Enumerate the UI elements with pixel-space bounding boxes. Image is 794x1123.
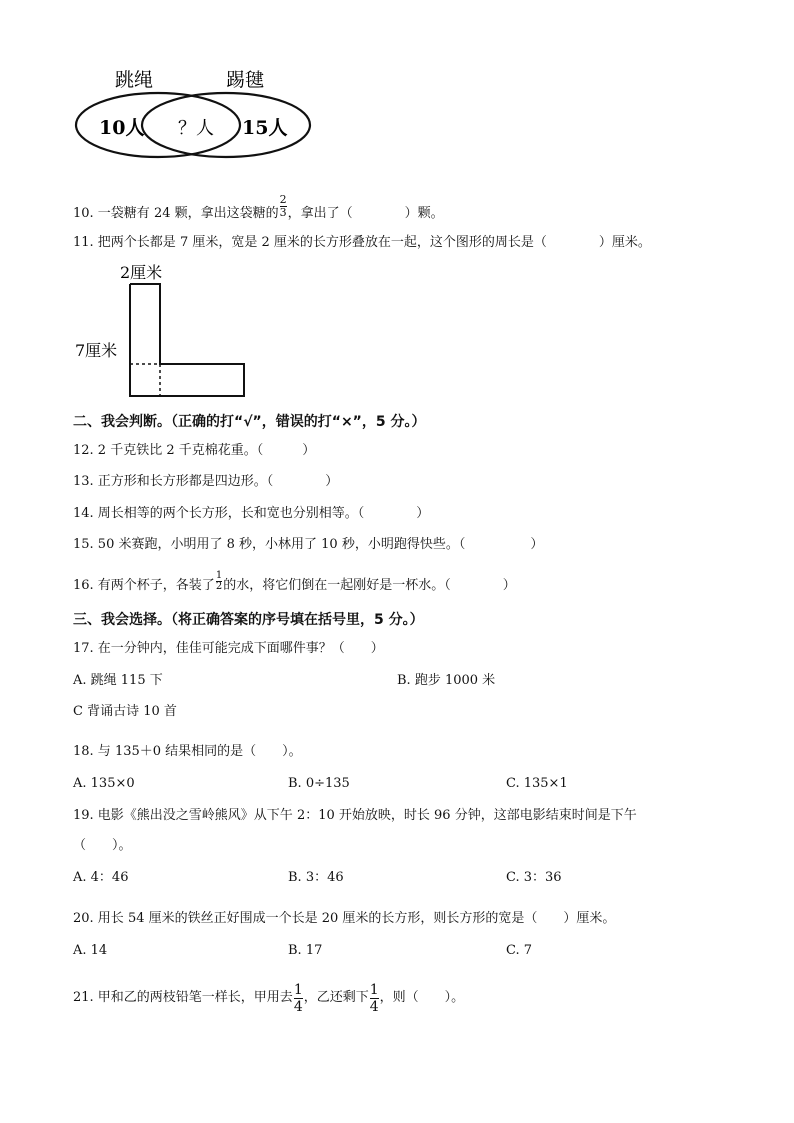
question-18-option-c: C. 135×1 — [506, 776, 568, 791]
venn-right-value: 15人 — [242, 117, 288, 139]
fraction-numerator: 2 — [279, 192, 287, 206]
question-17-stem: 17. 在一分钟内，佳佳可能完成下面哪件事？（ ） — [73, 641, 384, 656]
question-17-option-a: A. 跳绳 115 下 — [73, 673, 163, 688]
question-11: 11. 把两个长都是 7 厘米，宽是 2 厘米的长方形叠放在一起，这个图形的周长是（ ）厘米。 — [73, 235, 651, 250]
section-2-title: 二、我会判断。（正确的打“√”，错误的打“×”，5 分。） — [73, 414, 426, 430]
venn-middle-value: ？人 — [178, 118, 214, 139]
overlapping-rectangles-figure — [72, 258, 252, 400]
fraction-one-quarter-first — [294, 982, 303, 1015]
question-21-suffix: ，则（ ）。 — [379, 990, 465, 1005]
question-16-suffix: 的水，将它们倒在一起刚好是一杯水。（ ） — [223, 578, 516, 593]
question-18-option-b: B. 0÷135 — [288, 776, 350, 791]
question-20-stem: 20. 用长 54 厘米的铁丝正好围成一个长是 20 厘米的长方形，则长方形的宽是（ ）厘米。 — [73, 911, 616, 926]
question-13: 13. 正方形和长方形都是四边形。（ ） — [73, 474, 339, 489]
fraction-denominator: 4 — [369, 998, 379, 1015]
question-10-suffix: ，拿出了（ ）颗。 — [287, 206, 444, 221]
fraction-numerator: 1 — [369, 981, 379, 998]
question-20-option-b: B. 17 — [288, 943, 323, 958]
venn-left-label: 跳绳 — [115, 69, 154, 91]
question-20-option-c: C. 7 — [506, 943, 533, 958]
fraction-numerator: 1 — [215, 569, 223, 581]
question-19-option-c: C. 3：36 — [506, 870, 562, 885]
fraction-numerator: 1 — [293, 981, 303, 998]
question-17-option-c: C 背诵古诗 10 首 — [73, 704, 177, 719]
fraction-one-quarter-second — [370, 982, 379, 1015]
question-10-prefix: 10. 一袋糖有 24 颗，拿出这袋糖的 — [73, 206, 279, 221]
fraction-denominator: 2 — [215, 580, 223, 592]
venn-left-value: 10人 — [99, 117, 145, 139]
question-19-option-a: A. 4：46 — [73, 870, 129, 885]
figure-width-label: 2厘米 — [120, 263, 163, 282]
question-12: 12. 2 千克铁比 2 千克棉花重。（ ） — [73, 443, 316, 458]
question-16 — [73, 566, 516, 606]
fraction-denominator: 4 — [293, 998, 303, 1015]
question-16-prefix: 16. 有两个杯子，各装了 — [73, 578, 215, 593]
question-19-stem: 19. 电影《熊出没之雪岭熊风》从下午 2：10 开始放映，时长 96 分钟，这部电影结束时间是下午 — [73, 808, 637, 823]
fraction-one-half — [216, 571, 222, 592]
question-18-stem: 18. 与 135＋0 结果相同的是（ ）。 — [73, 744, 302, 759]
question-21-middle: ，乙还剩下 — [303, 990, 369, 1005]
venn-right-label: 踢毽 — [226, 69, 265, 91]
figure-outline — [130, 284, 244, 396]
question-15: 15. 50 米赛跑，小明用了 8 秒，小林用了 10 秒，小明跑得快些。（ ） — [73, 537, 544, 552]
venn-diagram — [70, 62, 320, 164]
fraction-two-thirds — [280, 194, 287, 219]
question-21 — [73, 976, 464, 1020]
question-17-option-b: B. 跑步 1000 米 — [397, 673, 496, 688]
section-3-title: 三、我会选择。（将正确答案的序号填在括号里，5 分。） — [73, 612, 424, 628]
question-14: 14. 周长相等的两个长方形，长和宽也分别相等。（ ） — [73, 506, 430, 521]
question-20-option-a: A. 14 — [73, 943, 108, 958]
figure-length-label: 7厘米 — [75, 341, 118, 360]
question-19-option-b: B. 3：46 — [288, 870, 344, 885]
question-19-stem-continued: （ ）。 — [73, 838, 132, 853]
question-18-option-a: A. 135×0 — [73, 776, 135, 791]
fraction-denominator: 3 — [279, 205, 287, 219]
question-10 — [73, 194, 444, 234]
question-21-prefix: 21. 甲和乙的两枝铅笔一样长，甲用去 — [73, 990, 293, 1005]
